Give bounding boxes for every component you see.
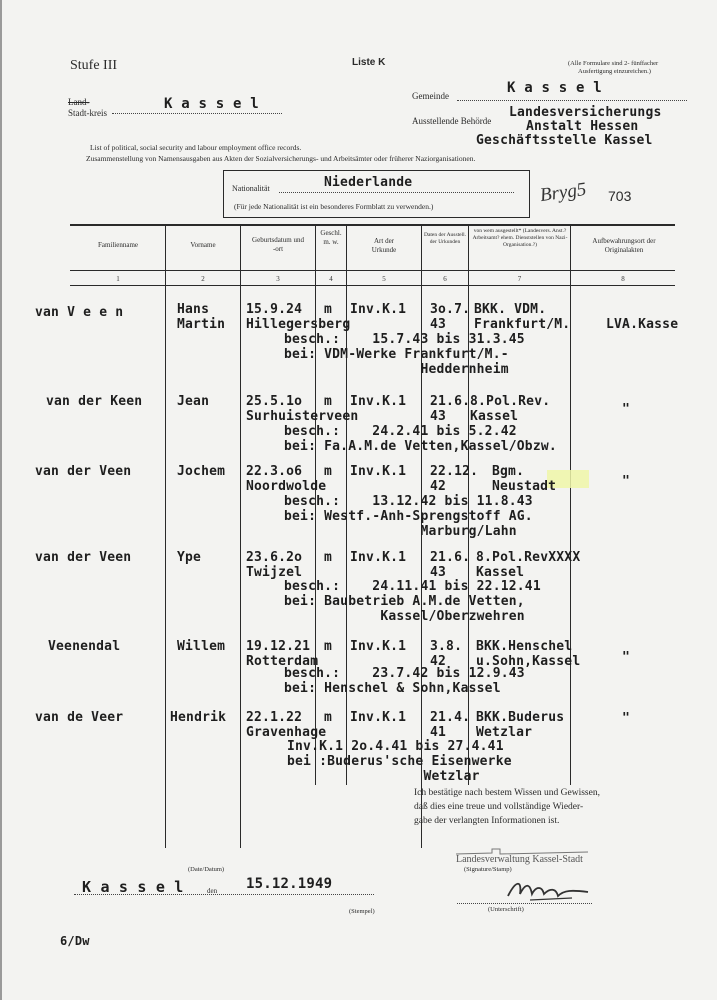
note-line-2: Ausfertigung einzureichen.) [578, 68, 651, 75]
col-num-2: 2 [201, 275, 205, 283]
handwritten-signature [502, 872, 592, 906]
date-label: (Date/Datum) [188, 866, 225, 873]
row-6-employment: Inv.K.1 2o.4.41 bis 27.4.41 bei :Buderus'sche Eisenwerke Wetzlar [287, 739, 512, 784]
col-num-5: 5 [382, 275, 386, 283]
row-4-family: van der Veen [35, 550, 132, 565]
row-4-doc: Inv.K.1 [350, 550, 407, 565]
nationality-box [223, 170, 530, 218]
reference-code: 6/Dw [60, 934, 90, 948]
nationality-note: (Für jede Nationalität ist ein besonderes Formblatt zu verwenden.) [234, 202, 434, 211]
row-3-archive: " [622, 474, 631, 489]
nationality-dotline [279, 192, 514, 193]
nationality-value: Niederlande [324, 175, 413, 190]
row-2-employment: besch.: 24.2.41 bis 5.2.42 bei: Fa.A.M.de Vetten,Kassel/Obzw. [284, 424, 557, 454]
row-2-family: van der Keen [46, 394, 143, 409]
footer-date-line [74, 894, 374, 895]
row-5-birth: 19.12.21 Rotterdam [246, 639, 319, 669]
row-4-date: 21.6. 43 [430, 550, 471, 580]
row-1-birth: 15.9.24 Hillegersberg [246, 302, 351, 332]
col-header-family: Familienname [97, 241, 139, 249]
row-4-issuer: 8.Pol.RevXXXX Kassel [476, 550, 581, 580]
row-3-employment: besch.: 13.12.42 bis 11.8.43 bei: Westf.-Anh-Sprengstoff AG. Marburg/Lahn [284, 494, 533, 539]
row-2-issuer: 8.Pol.Rev. Kassel [470, 394, 551, 424]
row-6-given: Hendrik [170, 710, 227, 725]
row-5-date: 3.8. 42 [430, 639, 463, 669]
row-1-family: van V e e n [35, 305, 124, 320]
row-4-birth: 23.6.2o Twijzel [246, 550, 303, 580]
row-4-given: Ype [177, 550, 202, 565]
footer-den: den [207, 887, 218, 895]
row-5-family: Veenendal [48, 639, 121, 654]
row-3-doc: Inv.K.1 [350, 464, 407, 479]
col-header-given: Vorname [190, 241, 216, 249]
table-number-rule [70, 285, 675, 286]
gemeinde-label: Gemeinde [412, 91, 449, 101]
col-num-3: 3 [276, 275, 280, 283]
behoerde-value-2: Anstalt Hessen [526, 119, 639, 134]
row-2-sex: m [324, 394, 333, 409]
behoerde-label: Ausstellende Behörde [412, 116, 492, 126]
landkreis-label: Land- [68, 97, 90, 107]
row-4-employment: besch.: 24.11.41 bis 22.12.41 bei: Baubetrieb A.M.de Vetten, Kassel/Oberzwehren [284, 579, 541, 624]
row-3-sex: m [324, 464, 333, 479]
behoerde-value-1: Landesversicherungs [509, 105, 662, 120]
signature-line [457, 903, 592, 904]
row-3-given: Jochem [177, 464, 226, 479]
stamp-text: Landesverwaltung Kassel-Stadt [456, 854, 583, 865]
row-3-date: 22.12. 42 [430, 464, 479, 494]
row-1-employment: besch.: 15.7.43 bis 31.3.45 bei: VDM-Werke Frankfurt/M.- Heddernheim [284, 332, 525, 377]
row-1-doc: Inv.K.1 [350, 302, 407, 317]
footer-date: 15.12.1949 [246, 876, 333, 892]
col-num-4: 4 [329, 275, 333, 283]
col-num-8: 8 [621, 275, 625, 283]
handwritten-mark: Bryg5 [538, 178, 588, 207]
row-5-issuer: BKK.Henschel u.Sohn,Kassel [476, 639, 581, 669]
gemeinde-value: K a s s e l [507, 80, 602, 96]
certification-line-3: gabe der verlangten Informationen ist. [414, 816, 560, 826]
row-6-family: van de Veer [35, 710, 124, 725]
row-3-issuer: Bgm. Neustadt [492, 464, 557, 494]
signature-stamp-label: (Signature/Stamp) [464, 866, 512, 873]
form-number: 703 [608, 188, 632, 204]
row-1-date: 3o.7. 43 [430, 302, 471, 332]
row-5-sex: m [324, 639, 333, 654]
liste-label: Liste K [352, 57, 386, 68]
row-5-given: Willem [177, 639, 226, 654]
intro-english: List of political, social security and labour employment office records. [90, 143, 302, 152]
row-2-birth: 25.5.1o Surhuisterveen [246, 394, 359, 424]
row-6-archive: " [622, 711, 631, 726]
row-6-doc: Inv.K.1 [350, 710, 407, 725]
table-header-rule [70, 270, 675, 271]
note-line-1: (Alle Formulare sind 2- fünffacher [568, 60, 659, 67]
kreis-value: K a s s e l [164, 96, 259, 112]
row-5-archive: " [622, 650, 631, 665]
col-header-archive: Aufbewahrungsort der Originalakten [592, 237, 656, 254]
intro-german: Zusammenstellung von Namensausgaben aus Akten der Sozialversicherungs- und Arbeitsämter oder früherer Naziorganisationen. [86, 154, 476, 163]
col-header-birth: Geburtsdatum und -ort [252, 236, 304, 253]
behoerde-value-3: Geschäftsstelle Kassel [476, 133, 653, 148]
row-2-archive: " [622, 402, 631, 417]
row-5-employment: besch.: 23.7.42 bis 12.9.43 bei: Henschel & Sohn,Kassel [284, 666, 525, 696]
col-header-date: Daten der Ausstell. der Urkunden [423, 232, 466, 245]
kreis-dotline [112, 113, 282, 114]
unterschrift-label: (Unterschrift) [488, 906, 524, 913]
certification-line-1: Ich bestätige nach bestem Wissen und Gewissen, [414, 788, 600, 798]
gemeinde-dotline [457, 100, 687, 101]
col-num-1: 1 [116, 275, 120, 283]
row-2-date: 21.6. 43 [430, 394, 471, 424]
stempel-label: (Stempel) [349, 908, 375, 915]
row-6-birth: 22.1.22 Gravenhage [246, 710, 327, 740]
row-3-birth: 22.3.o6 Noordwolde [246, 464, 327, 494]
row-2-given: Jean [177, 394, 210, 409]
stufe-label: Stufe III [70, 58, 118, 73]
col-header-sex: Geschl. m. w. [320, 229, 342, 246]
footer-place: K a s s e l [82, 878, 184, 896]
row-1-sex: m [324, 302, 333, 317]
col-divider-2 [240, 225, 241, 848]
official-stamp [452, 836, 592, 866]
stadtkreis-label: Stadt-kreis [68, 108, 107, 118]
row-6-sex: m [324, 710, 333, 725]
row-2-doc: Inv.K.1 [350, 394, 407, 409]
row-1-issuer: BKK. VDM. Frankfurt/M. [474, 302, 571, 332]
row-1-given: Hans Martin [177, 302, 226, 332]
col-header-doc: Art der Urkunde [371, 237, 397, 254]
row-3-family: van der Veen [35, 464, 132, 479]
row-1-archive: LVA.Kasse [606, 317, 679, 332]
table-top-rule [70, 224, 675, 226]
row-6-issuer: BKK.Buderus Wetzlar [476, 710, 565, 740]
col-num-6: 6 [443, 275, 447, 283]
col-divider-1 [165, 225, 166, 848]
row-6-date: 21.4. 41 [430, 710, 471, 740]
nationality-label: Nationalität [232, 184, 270, 193]
row-5-doc: Inv.K.1 [350, 639, 407, 654]
col-header-issuer: von wem ausgestellt* (Landesvers. Anst.? Arbeitsamt? ehem. Dienststellen von Nazi-Organisation.?) [472, 228, 568, 248]
col-num-7: 7 [517, 275, 522, 283]
certification-line-2: daß dies eine treue und vollständige Wieder- [414, 802, 584, 812]
row-4-sex: m [324, 550, 333, 565]
